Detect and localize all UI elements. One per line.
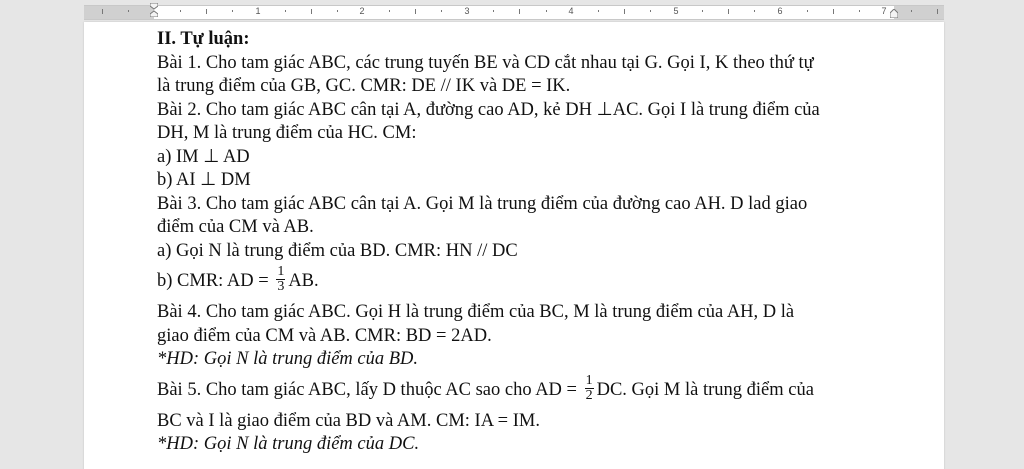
ruler-tick [937,9,938,14]
ruler-left-margin [84,5,154,20]
fraction-line [157,263,897,299]
fraction [585,374,594,403]
hint-line: *HD: Gọi N là trung điểm của BD. [157,349,419,369]
ruler-tick [728,9,729,14]
fraction-numerator: 1 [277,264,285,280]
ruler-number: 4 [568,6,574,16]
ruler-number: 3 [464,6,470,16]
text-segment: b) CMR: AD = [157,271,269,291]
text-line: Bài 2. Cho tam giác ABC cân tại A, đường cao AD, kẻ DH ⊥AC. Gọi I là trung điểm của [157,99,820,120]
ruler-number: 2 [359,6,365,16]
ruler-tick [650,10,651,12]
right-indent-icon[interactable] [890,9,898,18]
ruler-tick [493,10,494,12]
text-line: giao điểm của CM và AB. CMR: BD = 2AD. [157,325,492,346]
first-line-indent-icon[interactable] [150,3,158,17]
ruler-tick [311,9,312,14]
fraction-denominator: 2 [585,387,593,403]
text-segment: DC. Gọi M là trung điểm của [596,379,814,400]
text-line: là trung điểm của GB, GC. CMR: DE // IK và DE = IK. [157,76,571,96]
fraction [276,265,285,294]
horizontal-ruler[interactable] [0,0,1024,22]
ruler-tick [180,10,181,12]
ruler-number: 6 [777,6,783,16]
ruler-number: 1 [255,6,261,16]
text-line: DH, M là trung điểm của HC. CM: [157,123,417,143]
ruler-tick [833,9,834,14]
section-heading: II. Tự luận: [157,29,250,49]
text-line: a) IM ⊥ AD [157,146,250,167]
ruler-strip [154,5,894,20]
ruler-tick [519,9,520,14]
ruler-tick [598,10,599,12]
ruler-tick [546,10,547,12]
ruler-tick [859,10,860,12]
text-line: BC và I là giao điểm của BD và AM. CM: IA = IM. [157,410,540,431]
ruler-tick [232,10,233,12]
fraction-line [157,372,897,408]
text-line: Bài 3. Cho tam giác ABC cân tại A. Gọi M là trung điểm của đường cao AH. D lad giao [157,193,808,214]
ruler-tick [389,10,390,12]
ruler-number: 7 [881,6,887,16]
text-line: a) Gọi N là trung điểm của BD. CMR: HN // DC [157,240,518,261]
ruler-tick [807,10,808,12]
text-segment: Bài 5. Cho tam giác ABC, lấy D thuộc AC sao cho AD = [157,379,577,400]
ruler-tick [102,9,103,14]
ruler-tick [702,10,703,12]
ruler-tick [285,10,286,12]
ruler-tick [415,9,416,14]
text-line: Bài 4. Cho tam giác ABC. Gọi H là trung điểm của BC, M là trung điểm của AH, D là [157,302,795,322]
text-segment: AB. [288,271,319,291]
text-line: điểm của CM và AB. [157,217,314,237]
ruler-tick [624,9,625,14]
document-page[interactable] [84,22,944,469]
ruler-tick [754,10,755,12]
text-line: Bài 1. Cho tam giác ABC, các trung tuyến BE và CD cắt nhau tại G. Gọi I, K theo thứ tự [157,52,814,73]
ruler-tick [206,9,207,14]
ruler-tick [337,10,338,12]
fraction-numerator: 1 [585,372,593,388]
fraction-denominator: 3 [277,279,285,295]
document-body[interactable] [157,28,897,457]
hint-line: *HD: Gọi N là trung điểm của DC. [157,434,420,454]
ruler-tick [441,10,442,12]
text-line: b) AI ⊥ DM [157,170,251,190]
ruler-number: 5 [673,6,679,16]
ruler-tick [911,10,912,12]
ruler-tick [128,10,129,12]
